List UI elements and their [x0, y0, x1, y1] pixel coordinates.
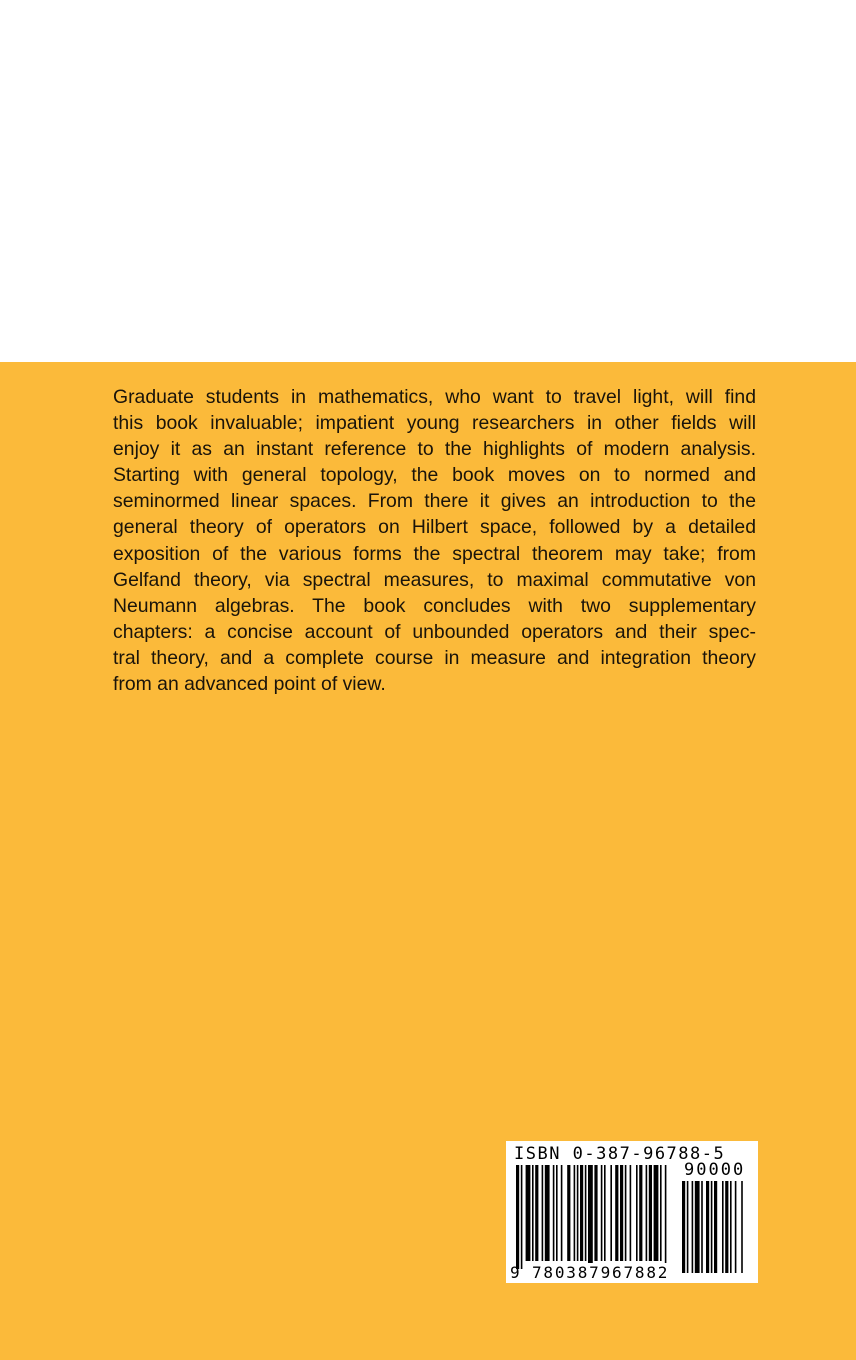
barcode-bar [735, 1181, 737, 1273]
barcode-bar [561, 1165, 563, 1261]
barcode-bar [604, 1165, 606, 1261]
top-white-area [0, 0, 856, 362]
ean-first-digit: 9 [510, 1263, 520, 1282]
barcode-bar [714, 1181, 717, 1273]
description-line: Starting with general topology, the book moves on to normed and [113, 464, 756, 487]
barcode-bar [701, 1181, 703, 1273]
barcode-bar [722, 1181, 724, 1273]
description-line: general theory of operators on Hilbert space, followed by a detailed [113, 516, 756, 539]
barcode-bar [556, 1165, 558, 1261]
barcode-bar [646, 1165, 648, 1261]
barcode-bar [521, 1165, 523, 1269]
barcode-bar [535, 1165, 538, 1261]
barcode-bar [526, 1165, 531, 1261]
barcode-bar [649, 1165, 652, 1261]
isbn-label: ISBN 0-387-96788-5 [514, 1144, 726, 1164]
barcode-bar [610, 1165, 612, 1261]
barcode-bar [574, 1165, 576, 1261]
price-code: 90000 [684, 1160, 746, 1180]
barcode-bar [615, 1165, 618, 1261]
barcode-bar [585, 1165, 587, 1261]
description-line: from an advanced point of view. [113, 673, 386, 696]
barcode-bar [639, 1165, 642, 1261]
barcode-bar [687, 1181, 689, 1273]
isbn-barcode [506, 1141, 758, 1283]
description-line: seminormed linear spaces. From there it gives an introduction to the [113, 490, 756, 513]
barcode-bar [665, 1165, 667, 1269]
description-line: Graduate students in mathematics, who want to travel light, will find [113, 386, 756, 408]
barcode-bar [594, 1165, 597, 1261]
barcode-bar [620, 1165, 623, 1261]
barcode-bar [706, 1181, 709, 1273]
barcode-bar [636, 1165, 638, 1261]
barcode-bar [553, 1165, 555, 1261]
description-line: Gelfand theory, via spectral measures, to maximal commutative von [113, 568, 756, 591]
description-line: tral theory, and a complete course in measure and integration theory [113, 646, 756, 669]
barcode-bar [542, 1165, 544, 1261]
description-line: this book invaluable; impatient young researchers in other fields will [113, 412, 756, 435]
barcode-bar [725, 1181, 728, 1273]
barcode-bar [532, 1165, 534, 1261]
barcode-bar [692, 1181, 694, 1273]
barcode-bar [567, 1165, 570, 1261]
barcode-bar [580, 1165, 583, 1261]
barcode-bar [682, 1181, 685, 1273]
barcode-bar [660, 1165, 662, 1261]
barcode-bar [577, 1165, 579, 1261]
barcode-bar [588, 1165, 593, 1269]
description-line: Neumann algebras. The book concludes with two supplementary [113, 594, 756, 617]
description-line: chapters: a concise account of unbounded operators and their spec- [113, 620, 756, 643]
book-description [113, 384, 756, 697]
barcode-bar [695, 1181, 700, 1273]
description-line: enjoy it as an instant reference to the highlights of modern analysis. [113, 438, 756, 461]
ean-digits: 780387967882 [532, 1263, 670, 1282]
barcode-bar [711, 1181, 713, 1273]
barcode-bar [545, 1165, 550, 1261]
barcode-bar [630, 1165, 632, 1261]
barcode-bar [516, 1165, 519, 1269]
barcode-bar [601, 1165, 603, 1261]
barcode-bar [654, 1165, 659, 1261]
barcode-bar [741, 1181, 743, 1273]
barcode-bar [730, 1181, 732, 1273]
barcode-bar [625, 1165, 627, 1261]
description-line: exposition of the various forms the spectral theorem may take; from [113, 542, 756, 565]
